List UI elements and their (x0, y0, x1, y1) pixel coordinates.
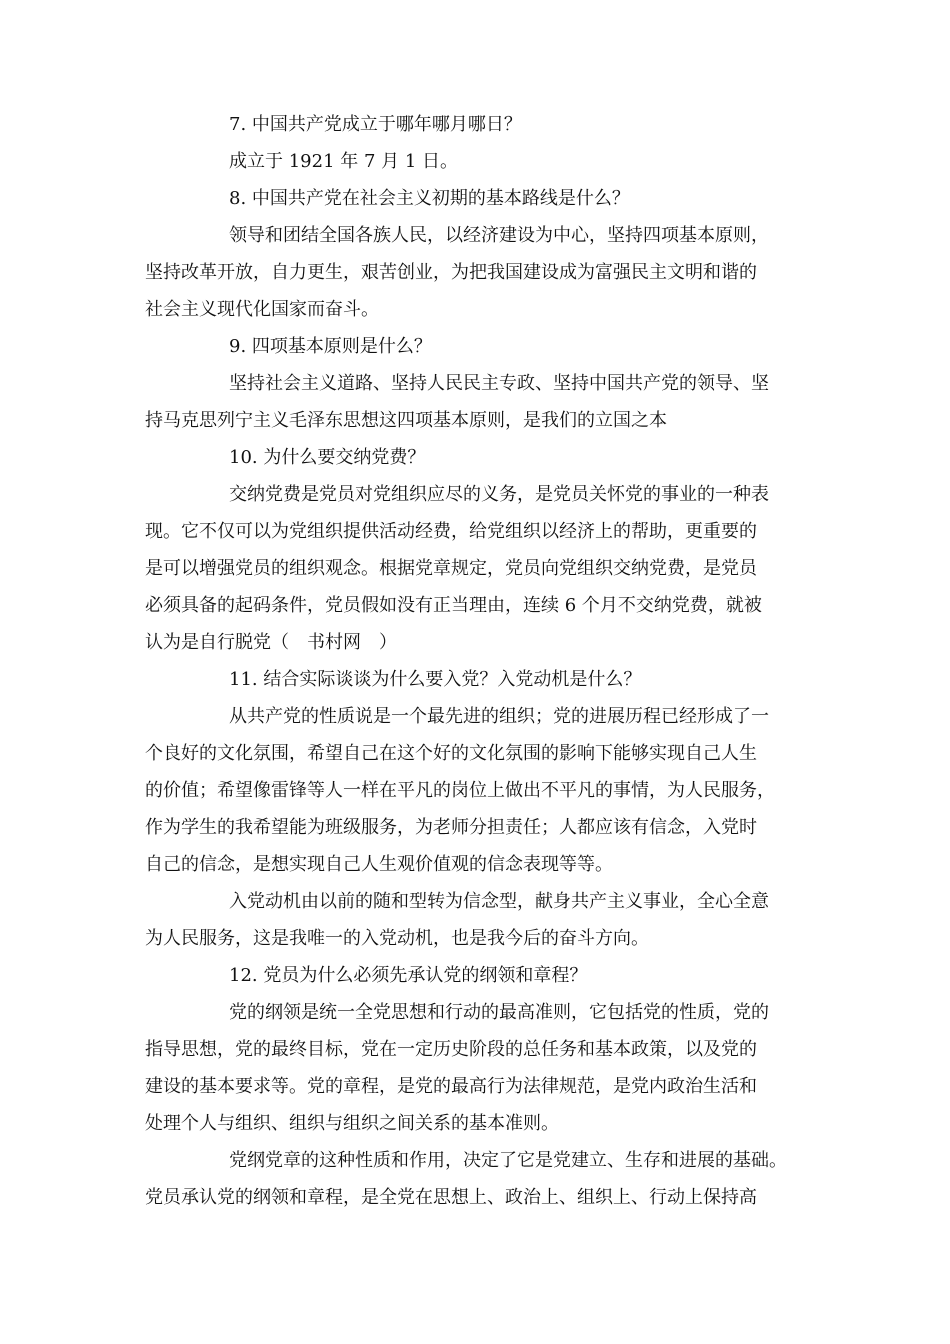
answer-11-p1-line-4: 作为学生的我希望能为班级服务，为老师分担责任；人都应该有信念，入党时 (145, 817, 757, 838)
answer-10-line-1: 交纳党费是党员对党组织应尽的义务，是党员关怀党的事业的一种表 (229, 484, 769, 505)
answer-11-p1-line-5: 自己的信念，是想实现自己人生观价值观的信念表现等等。 (145, 854, 613, 875)
answer-8-line-2: 坚持改革开放，自力更生，艰苦创业，为把我国建设成为富强民主文明和谐的 (145, 262, 757, 283)
answer-12-p2-line-2: 党员承认党的纲领和章程，是全党在思想上、政治上、组织上、行动上保持高 (145, 1187, 757, 1208)
answer-8-line-1: 领导和团结全国各族人民，以经济建设为中心，坚持四项基本原则， (229, 225, 769, 246)
question-11: 11. 结合实际谈谈为什么要入党？入党动机是什么？ (229, 669, 642, 690)
answer-12-paragraph-2 (145, 1142, 815, 1216)
answer-10-line-4: 必须具备的起码条件，党员假如没有正当理由，连续 6 个月不交纳党费，就被 (145, 595, 762, 616)
qa-item-12 (145, 957, 815, 1216)
qa-item-8 (145, 180, 815, 328)
question-10: 10. 为什么要交纳党费？ (229, 447, 426, 468)
answer-11-paragraph-1 (145, 698, 815, 883)
answer-11-p1-line-2: 个良好的文化氛围，希望自己在这个好的文化氛围的影响下能够实现自己人生 (145, 743, 757, 764)
qa-item-9 (145, 328, 815, 439)
qa-item-7 (145, 106, 815, 180)
answer-10-line-3: 是可以增强党员的组织观念。根据党章规定，党员向党组织交纳党费，是党员 (145, 558, 757, 579)
answer-12-p1-line-3: 建设的基本要求等。党的章程，是党的最高行为法律规范，是党内政治生活和 (145, 1076, 757, 1097)
question-8: 8. 中国共产党在社会主义初期的基本路线是什么？ (229, 188, 630, 209)
answer-11-p1-line-3: 的价值；希望像雷锋等人一样在平凡的岗位上做出不平凡的事情，为人民服务， (145, 780, 775, 801)
answer-9-line-2: 持马克思列宁主义毛泽东思想这四项基本原则，是我们的立国之本 (145, 410, 667, 431)
answer-9-line-1: 坚持社会主义道路、坚持人民民主专政、坚持中国共产党的领导、坚 (229, 373, 769, 394)
qa-item-10 (145, 439, 815, 661)
answer-11-p1-line-1: 从共产党的性质说是一个最先进的组织；党的进展历程已经形成了一 (229, 706, 769, 727)
question-7: 7. 中国共产党成立于哪年哪月哪日？ (229, 114, 522, 135)
question-12: 12. 党员为什么必须先承认党的纲领和章程？ (229, 965, 588, 986)
answer-12-p1-line-4: 处理个人与组织、组织与组织之间关系的基本准则。 (145, 1113, 559, 1134)
answer-10-line-2: 现。它不仅可以为党组织提供活动经费，给党组织以经济上的帮助，更重要的 (145, 521, 757, 542)
question-9: 9. 四项基本原则是什么？ (229, 336, 432, 357)
answer-8-line-3: 社会主义现代化国家而奋斗。 (145, 299, 379, 320)
qa-item-11 (145, 661, 815, 957)
document-page (145, 106, 815, 1216)
answer-11-p2-line-2: 为人民服务，这是我唯一的入党动机，也是我今后的奋斗方向。 (145, 928, 649, 949)
answer-10-line-5: 认为是自行脱党（ 书村网 ） (145, 632, 397, 653)
answer-11-p2-line-1: 入党动机由以前的随和型转为信念型，献身共产主义事业，全心全意 (229, 891, 769, 912)
answer-7-line-1: 成立于 1921 年 7 月 1 日。 (229, 151, 459, 172)
answer-11-paragraph-2 (145, 883, 815, 957)
answer-12-p2-line-1: 党纲党章的这种性质和作用，决定了它是党建立、生存和进展的基础。 (229, 1150, 787, 1171)
answer-12-p1-line-1: 党的纲领是统一全党思想和行动的最高准则，它包括党的性质，党的 (229, 1002, 769, 1023)
answer-12-paragraph-1 (145, 994, 815, 1142)
answer-12-p1-line-2: 指导思想，党的最终目标，党在一定历史阶段的总任务和基本政策，以及党的 (145, 1039, 757, 1060)
